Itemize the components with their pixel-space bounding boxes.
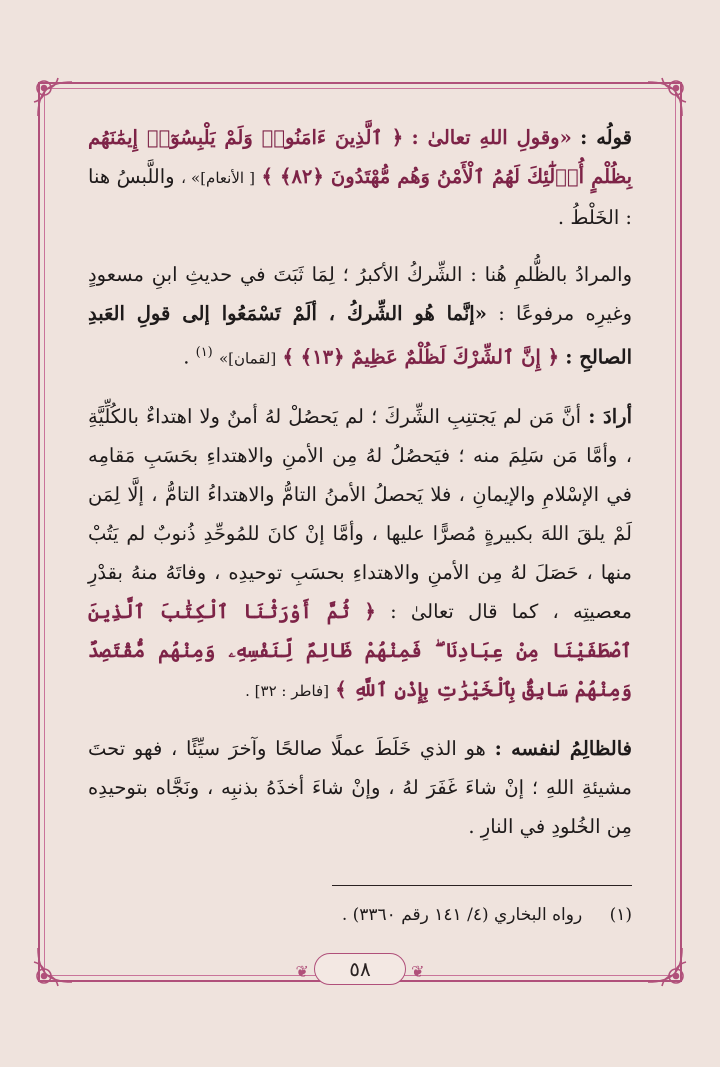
footnote-marker: (١)	[195, 345, 213, 360]
footnote	[112, 900, 632, 930]
paragraph-3	[88, 397, 632, 711]
footnote-number: (١)	[609, 905, 632, 925]
paragraph-text: والمرادُ بالظُّلمِ هُنا : الشِّركُ الأكبرُ ؛ لِمَا ثَبَتَ في حديثِ ابنِ مسعودٍ وغيرِه مرفوعًا :	[88, 263, 632, 325]
main-text	[88, 118, 632, 846]
paragraph-text: أنَّ مَن لم يَجتنِبِ الشِّركَ ؛ لم يَحصُلْ لهُ أمنٌ ولا اهتداءٌ بالكُلِّيَّةِ ، وأمَّا مَن سَلِمَ منه ؛ فيَحصُلُ لهُ مِن الأمنِ والاهتداءِ بحَسَبِ مَقامِه في الإسْلامِ والإيمانِ ، فلا يَحصلُ الأمنُ التامُّ والاهتداءُ التامُّ ، إلَّا لِمَن لَمْ يلقَ اللهَ بكبيرةٍ مُصرًّا عليها ، وأمَّا إنْ كانَ للمُوحِّدِ ذُنوبٌ لم يَتُبْ منها ، حَصَلَ لهُ مِن الأمنِ والاهتداءِ بحسَبِ توحيدِه ، وفاتَهُ منهُ بقدْرِ معصيتِه ، كما قال تعالىٰ :	[88, 404, 633, 623]
paragraph-4	[88, 729, 632, 846]
paragraph-end: .	[183, 345, 190, 369]
paragraph-lead: قولُه :	[580, 126, 632, 149]
verse-reference: [فاطر : ٣٢] .	[245, 681, 330, 700]
quran-verse: ﴿ ٱلَّذِينَ ءَامَنُوا۟ وَلَمْ يَلْبِسُوٓا۟ إِيمَٰنَهُم بِظُلْمٍ أُو۟لَٰٓئِكَ لَهُمُ ٱلْأَمْنُ وَهُم مُّهْتَدُونَ ﴿٨٢﴾ ﴾	[88, 126, 633, 188]
corner-ornament-icon	[638, 72, 692, 126]
paragraph-text: هو الذي خَلَطَ عملًا صالحًا وآخرَ سيِّئًا ، فهو تحتَ مشيئةِ اللهِ ؛ إنْ شاءَ غَفَرَ لهُ ، وإنْ شاءَ أخذَهُ بذنبِه ، ونَجَّاه بتوحيدِه مِن الخُلودِ في النارِ .	[88, 736, 632, 838]
paragraph-1	[88, 118, 632, 237]
ornament-right-icon: ❦	[411, 962, 425, 981]
verse-reference: [ الأنعام]» ،	[181, 169, 255, 187]
quote-intro: «وقولِ اللهِ تعالىٰ :	[411, 126, 572, 149]
quran-verse: ﴿ إِنَّ ٱلشِّرْكَ لَظُلْمٌ عَظِيمٌ ﴿١٣﴾ ﴾	[282, 345, 560, 369]
corner-ornament-icon	[28, 72, 82, 126]
ornament-left-icon: ❦	[295, 962, 309, 981]
verse-reference: [لقمان]»	[218, 349, 277, 368]
paragraph-text: واللَّبسُ هنا : الخَلْطُ .	[88, 165, 632, 229]
footnote-divider	[332, 885, 632, 886]
paragraph-2	[88, 255, 632, 379]
page-number: ٥٨	[314, 953, 406, 985]
paragraph-lead: فالظالِمُ لنفسه :	[494, 736, 632, 760]
paragraph-lead: أرادَ :	[588, 404, 632, 428]
quran-verse: ﴿ ثُمَّ أَوْرَثْنَا ٱلْكِتَٰبَ ٱلَّذِينَ ٱصْطَفَيْنَا مِنْ عِبَادِنَا ۖ فَمِنْهُمْ ظَالِمٌ لِّنَفْسِهِۦ وَمِنْهُم مُّقْتَصِدٌ وَمِنْهُمْ سَابِقٌۢ بِٱلْخَيْرَٰتِ بِإِذْنِ ٱللَّهِ ﴾	[88, 599, 632, 701]
footnote-text: رواه البخاري (٤/ ١٤١ رقم ٣٣٦٠) .	[341, 905, 583, 925]
hadith-quote: «إنَّما هُو الشِّركُ ، ألَمْ تَسْمَعُوا إلى قولِ العَبدِ الصالحِ :	[88, 302, 632, 369]
page-number-area	[0, 953, 720, 985]
